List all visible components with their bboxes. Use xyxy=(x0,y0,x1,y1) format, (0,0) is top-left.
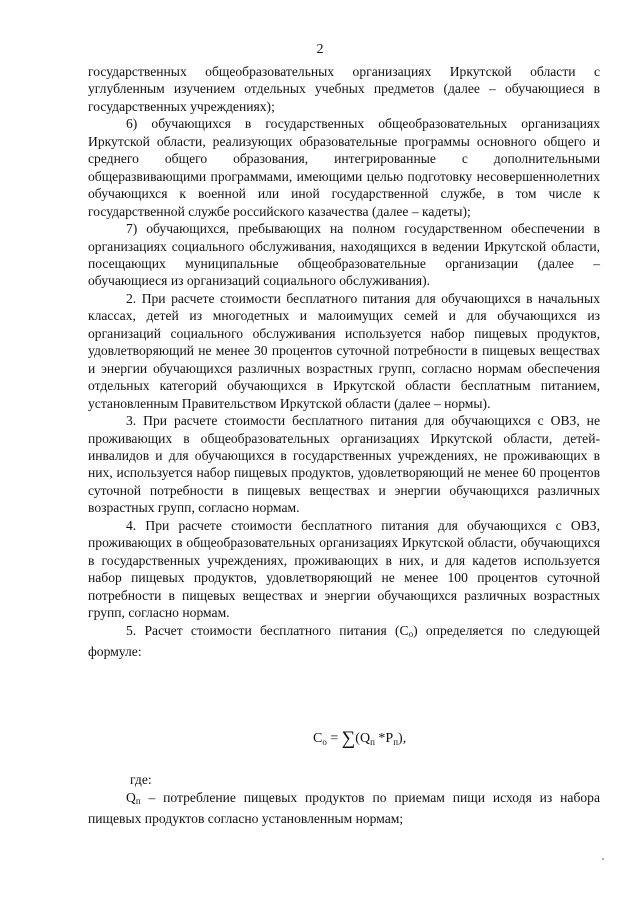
definition-text: – потребление пищевых продуктов по приемам пищи исходя из набора пищевых продуктов согласно установленным нормам; xyxy=(88,790,600,827)
formula-p-subscript: п xyxy=(393,737,399,747)
paragraph-section-4: 4. При расчете стоимости бесплатного питания для обучающихся с ОВЗ, проживающих в общеобразовательных организациях Иркутской области, обучающихся в государственных учреждениях, проживающих в них, и для кадетов используется набор пищевых продуктов, удовлетворяющий не менее 100 процентов суточной потребности в пищевых веществах и энергии обучающихся различных возрастных групп, согласно нормам. xyxy=(88,517,600,621)
formula-q-subscript: п xyxy=(370,737,375,747)
section-5-text-before: 5. Расчет стоимости бесплатного питания (С xyxy=(126,622,409,638)
formula-lhs-subscript: о xyxy=(322,737,327,747)
cost-formula xyxy=(313,730,406,751)
scan-speck xyxy=(602,858,604,860)
paragraph-section-3: 3. При расчете стоимости бесплатного питания для обучающихся с ОВЗ, не проживающих в общеобразовательных организациях Иркутской области, детей-инвалидов и для обучающихся в государственных учреждениях, не проживающих в них, используется набор пищевых продуктов, удовлетворяющий не менее 60 процентов суточной потребности в пищевых веществах и энергии обучающихся различных возрастных групп, согласно нормам. xyxy=(88,413,600,516)
formula-lhs: С xyxy=(313,731,323,746)
definitions xyxy=(88,789,600,828)
formula-open: (Q xyxy=(355,731,371,746)
paragraph-continuation: государственных общеобразовательных организациях Иркутской области с углубленным изучением отдельных учебных предметов (далее – обучающиеся в государственных учреждениях); xyxy=(88,64,600,114)
paragraph-section-2: 2. При расчете стоимости бесплатного питания для обучающихся в начальных классах, детей из многодетных и малоимущих семей и для обучающихся из организаций социального обслуживания используется набор пищевых продуктов, удовлетворяющий не менее 30 процентов суточной потребности в пищевых веществах и энергии обучающихся различных возрастных групп, согласно нормам обеспечения отдельных категорий обучающихся в Иркутской области бесплатным питанием, установленным Правительством Иркутской области (далее – нормы). xyxy=(88,290,600,411)
section-5-text-after: ) определяется по следующей формуле: xyxy=(88,622,600,659)
definition-q xyxy=(88,789,600,828)
formula-close: ), xyxy=(398,731,407,746)
page-number: 2 xyxy=(316,42,324,57)
paragraph-item-7: 7) обучающихся, пребывающих на полном государственном обеспечении в организациях социального обслуживания, находящихся в ведении Иркутской области, посещающих муниципальные общеобразовательные организации (далее – обучающиеся из организаций социального обслуживания). xyxy=(88,221,600,289)
sum-symbol: ∑ xyxy=(341,728,356,749)
section-5-subscript: о xyxy=(408,628,414,639)
formula-equals: = xyxy=(326,731,342,746)
document-body xyxy=(88,63,600,660)
definition-symbol: Q xyxy=(126,790,136,805)
formula-multiply: *Р xyxy=(374,731,394,746)
paragraph-item-6: 6) обучающихся в государственных общеобразовательных организациях Иркутской области, реализующих образовательные программы основного общего и среднего общего образования, интегрированные с дополнительными общеразвивающими программами, имеющими целью подготовку несовершеннолетних обучающихся к военной или иной государственной службе, в том числе к государственной службе российского казачества (далее – кадеты); xyxy=(88,116,600,219)
definition-symbol-subscript: п xyxy=(135,796,141,806)
where-label: где: xyxy=(130,772,152,787)
paragraph-section-5 xyxy=(88,622,600,661)
